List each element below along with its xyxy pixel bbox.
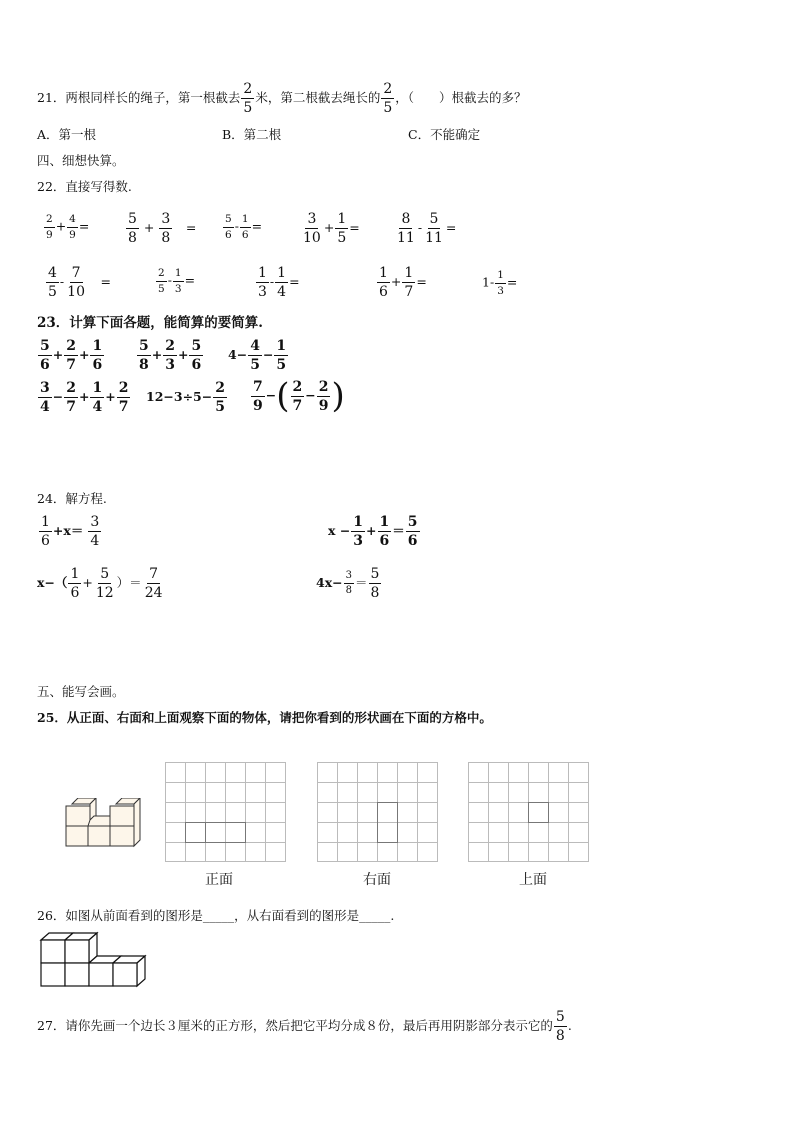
q24-equation-2: x − $\frac{1}{3}$ + $\frac{1}{6}$ ＝ $\frac{5}{6}$ — [328, 514, 418, 549]
q23-expr-6: $\frac{7}{9}$ −( $\frac{2}{7}$ − $\frac{2}{9}$ ) — [253, 376, 345, 416]
q22-title: 22．直接写得数. — [37, 179, 132, 194]
q22-item-3: $\frac{5}{6}$ - $\frac{1}{6}$ = — [225, 213, 263, 241]
q22-item-10: 1- $\frac{1}{3}$ = — [482, 269, 518, 297]
q22-item-4: $\frac{3}{10}$ + $\frac{1}{5}$ = — [303, 211, 360, 246]
question-21 — [37, 82, 527, 115]
q21-text-3: ，（ ）根截去的多？ — [395, 90, 527, 105]
q21-number: 21． — [37, 90, 66, 105]
q21-text-1: 两根同样长的绳子，第一根截去 — [65, 90, 241, 105]
section-5-heading: 五、能写会画。 — [37, 684, 125, 699]
q27-text: 27．请你先画一个边长３厘米的正方形，然后把它平均分成８份，最后再用阴影部分表示它的 $\frac{5}{8}$ . — [37, 1009, 572, 1044]
q21-text-2: 米，第二根截去绳长的 — [255, 90, 381, 105]
q26-cube-figure — [38, 930, 148, 992]
q25-label-front: 正面 — [205, 872, 233, 888]
q27-fraction: $\frac{5}{8}$ — [555, 1009, 565, 1044]
q25-cube-object-figure — [64, 798, 144, 852]
q25-label-right: 右面 — [363, 872, 391, 888]
q21-option-a[interactable]: A．第一根 — [37, 127, 97, 142]
q23-expr-2: $\frac{5}{8}$ + $\frac{2}{3}$ + $\frac{5}{6}$ — [139, 338, 202, 373]
q22-item-9: $\frac{1}{6}$ + $\frac{1}{7}$ = — [379, 265, 427, 300]
q25-grid-right[interactable] — [317, 762, 439, 862]
q24-equation-3: x−（ $\frac{1}{6}$ + $\frac{5}{12}$ ）＝ $\frac{7}{24}$ — [37, 566, 163, 601]
q24-equation-4: 4x− $\frac{3}{8}$ ＝ $\frac{5}{8}$ — [316, 566, 380, 601]
q25-title: 25．从正面、右面和上面观察下面的物体，请把你看到的形状画在下面的方格中。 — [37, 710, 492, 725]
q24-equation-1: $\frac{1}{6}$ +x＝ $\frac{3}{4}$ — [41, 514, 100, 549]
q23-title: 23．计算下面各题，能简算的要简算. — [37, 315, 263, 331]
q22-item-6: $\frac{4}{5}$ - $\frac{7}{10}$ = — [48, 265, 111, 300]
q22-item-5: $\frac{8}{11}$ - $\frac{5}{11}$ = — [397, 211, 457, 246]
q25-label-top: 上面 — [519, 872, 547, 888]
q23-expr-5: 12−3÷5− $\frac{2}{5}$ — [146, 380, 225, 415]
q26-text: 26．如图从前面看到的图形是_____，从右面看到的图形是_____. — [37, 908, 395, 923]
q24-title: 24．解方程. — [37, 491, 107, 506]
q25-grid-front[interactable] — [165, 762, 287, 862]
q21-option-b[interactable]: B．第二根 — [222, 127, 282, 142]
q22-item-2: $\frac{5}{8}$ + $\frac{3}{8}$ = — [128, 211, 197, 246]
q23-expr-4: $\frac{3}{4}$ − $\frac{2}{7}$ + $\frac{1}{4}$ + $\frac{2}{7}$ — [40, 380, 129, 415]
q21-option-c[interactable]: C．不能确定 — [408, 127, 481, 142]
q22-item-7: $\frac{2}{5}$ - $\frac{1}{3}$ = — [158, 267, 196, 295]
q25-grid-top[interactable] — [468, 762, 590, 862]
q23-expr-3: 4− $\frac{4}{5}$ − $\frac{1}{5}$ — [228, 338, 287, 373]
q22-item-8: $\frac{1}{3}$ - $\frac{1}{4}$ = — [258, 265, 300, 300]
q22-item-1: $\frac{2}{9}$ + $\frac{4}{9}$ = — [46, 213, 90, 241]
section-4-heading: 四、细想快算。 — [37, 153, 125, 168]
q21-fraction-2: $\frac{2}{5}$ — [383, 81, 393, 116]
q23-expr-1: $\frac{5}{6}$ + $\frac{2}{7}$ + $\frac{1}{6}$ — [40, 338, 103, 373]
q21-fraction-1: $\frac{2}{5}$ — [243, 81, 253, 116]
